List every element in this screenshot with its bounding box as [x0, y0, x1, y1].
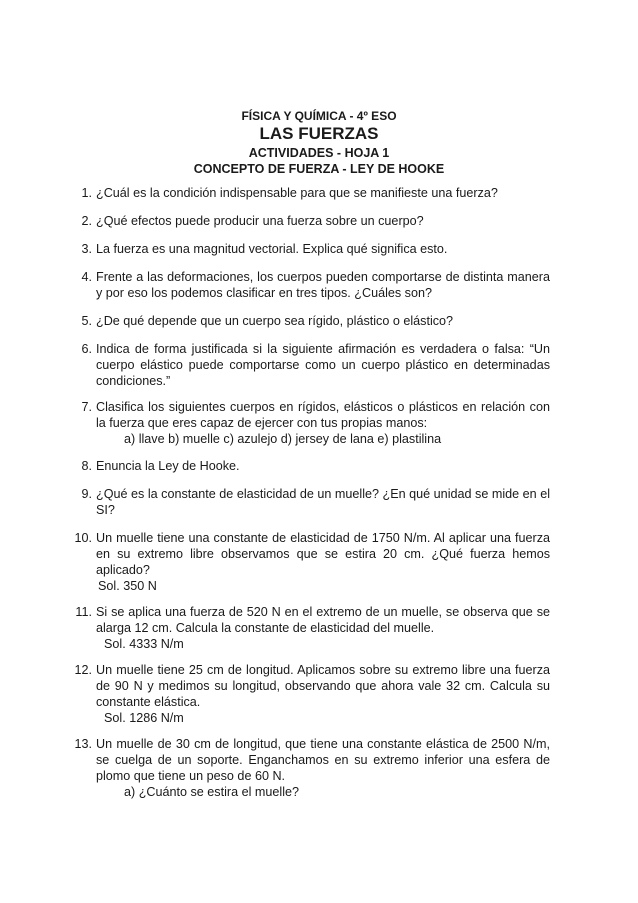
subject-heading: FÍSICA Y QUÍMICA - 4º ESO	[241, 109, 397, 123]
question-number: 1.	[81, 186, 92, 200]
question-text: ¿De qué depende que un cuerpo sea rígido, plástico o elástico?	[96, 314, 454, 328]
question-item	[81, 213, 550, 229]
question-number: 9.	[81, 487, 92, 501]
question-number: 11.	[75, 605, 92, 619]
question-text: La fuerza es una magnitud vectorial. Explica qué significa esto.	[96, 242, 448, 256]
concept-heading: CONCEPTO DE FUERZA - LEY DE HOOKE	[193, 162, 445, 176]
question-number: 13.	[74, 737, 92, 751]
question-number: 5.	[81, 314, 92, 328]
question-number: 6.	[81, 342, 92, 356]
question-options: a) llave b) muelle c) azulejo d) jersey de lana e) plastilina	[124, 432, 442, 446]
question-text: ¿Qué es la constante de elasticidad de un muelle? ¿En qué unidad se mide en el SI?	[96, 487, 550, 517]
question-item	[74, 662, 550, 726]
question-item	[81, 313, 550, 329]
question-text: Si se aplica una fuerza de 520 N en el extremo de un muelle, se observa que se alarga 12 cm. Calcula la constante de elasticidad del muelle.	[96, 605, 550, 635]
question-text: Un muelle tiene 25 cm de longitud. Aplicamos sobre su extremo libre una fuerza de 90 N y medimos su longitud, observando que ahora vale 32 cm. Calcula su constante elástica.	[96, 663, 550, 709]
question-solution: Sol. 350 N	[98, 579, 157, 593]
question-item	[81, 269, 550, 301]
question-text: ¿Cuál es la condición indispensable para que se manifieste una fuerza?	[96, 186, 498, 200]
question-solution: Sol. 4333 N/m	[104, 637, 184, 651]
question-number: 3.	[81, 242, 92, 256]
question-text: Un muelle tiene una constante de elasticidad de 1750 N/m. Al aplicar una fuerza en su extremo libre observamos que se estira 20 cm. ¿Qué fuerza hemos aplicado?	[96, 531, 550, 577]
question-item	[74, 736, 550, 800]
question-subquestion: a) ¿Cuánto se estira el muelle?	[124, 785, 299, 799]
question-text: Enuncia la Ley de Hooke.	[96, 459, 240, 473]
question-number: 10.	[74, 531, 92, 545]
activities-heading: ACTIVIDADES - HOJA 1	[248, 146, 390, 160]
question-text: Frente a las deformaciones, los cuerpos pueden comportarse de distinta manera y por eso los podemos clasificar en tres tipos. ¿Cuáles son?	[96, 270, 550, 300]
question-item	[81, 399, 550, 447]
question-item	[81, 185, 550, 201]
question-item	[74, 530, 550, 594]
page-title: LAS FUERZAS	[259, 124, 379, 143]
question-number: 2.	[81, 214, 92, 228]
question-text: Indica de forma justificada si la siguiente afirmación es verdadera o falsa: “Un cuerpo elástico puede comportarse como un cuerpo plástico en determinadas condiciones.”	[96, 342, 550, 388]
question-item	[81, 458, 550, 474]
question-item	[75, 604, 550, 652]
question-number: 12.	[74, 663, 92, 677]
question-text: ¿Qué efectos puede producir una fuerza sobre un cuerpo?	[96, 214, 424, 228]
question-number: 4.	[81, 270, 92, 284]
question-solution: Sol. 1286 N/m	[104, 711, 184, 725]
question-number: 8.	[81, 459, 92, 473]
question-item	[81, 241, 550, 257]
question-number: 7.	[81, 400, 92, 414]
question-item	[81, 341, 550, 389]
question-item	[81, 486, 550, 518]
question-text: Clasifica los siguientes cuerpos en rígidos, elásticos o plásticos en relación con la fuerza que eres capaz de ejercer con tus propias manos:	[96, 400, 550, 430]
question-text: Un muelle de 30 cm de longitud, que tiene una constante elástica de 2500 N/m, se cuelga de un soporte. Enganchamos en su extremo inferior una esfera de plomo que tiene un peso de 60 N.	[96, 737, 550, 783]
